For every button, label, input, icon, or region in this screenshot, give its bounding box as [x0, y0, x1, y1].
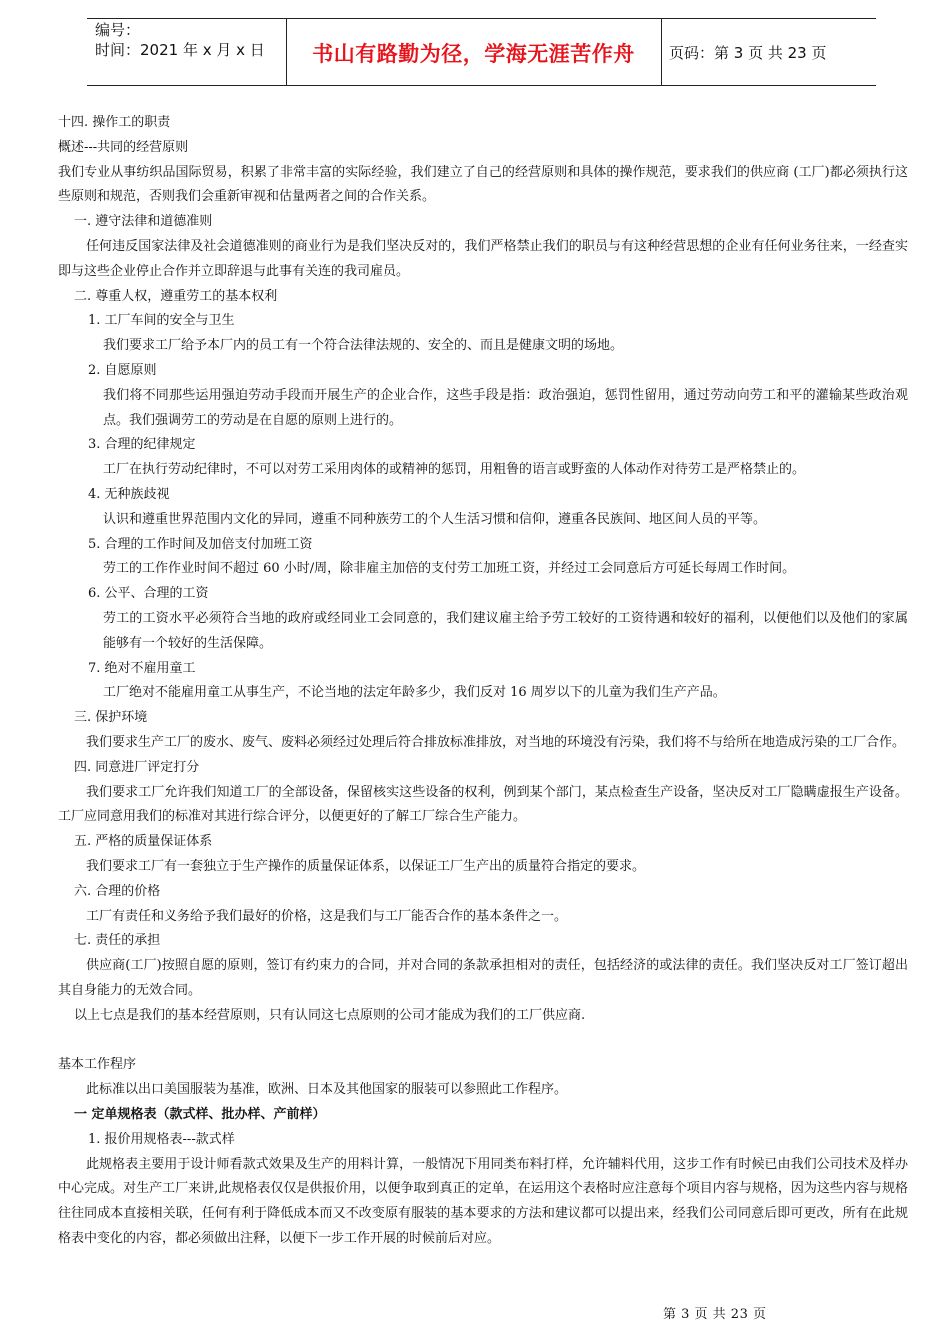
paragraph: 7. 绝对不雇用童工	[88, 660, 196, 676]
header-divider-right	[661, 18, 662, 86]
page-header	[87, 18, 876, 86]
document-body	[58, 111, 908, 1252]
paragraph: 我们要求工厂给予本厂内的员工有一个符合法律法规的、安全的、而且是健康文明的场地。	[103, 338, 624, 354]
paragraph: 2. 自愿原则	[88, 362, 157, 378]
paragraph: 我们要求生产工厂的废水、废气、废料必须经过处理后符合排放标准排放，对当地的环境没有污染，我们将不与给所在地造成污染的工厂合作。	[86, 734, 906, 750]
header-meta	[95, 20, 265, 60]
paragraph: 我们要求工厂有一套独立于生产操作的质量保证体系，以保证工厂生产出的质量符合指定的要求。	[86, 858, 646, 874]
paragraph: 一 定单规格表（款式样、批办样、产前样）	[74, 1107, 326, 1123]
paragraph: 劳工的工作作业时间不超过 60 小时/周，除非雇主加倍的支付劳工加班工资，并经过工会同意后方可延长每周工作时间。	[103, 561, 796, 577]
paragraph: 1. 工厂车间的安全与卫生	[88, 313, 235, 329]
paragraph: 4. 无种族歧视	[88, 486, 170, 502]
paragraph: 概述---共同的经营原则	[58, 139, 189, 155]
paragraph: 1. 报价用规格表---款式样	[88, 1131, 235, 1147]
paragraph: 一. 遵守法律和道德准则	[74, 214, 213, 230]
paragraph-gap	[58, 1028, 908, 1053]
paragraph: 我们要求工厂允许我们知道工厂的全部设备，保留核实这些设备的权利，例到某个部门，某点检查生产设备，坚决反对工厂隐瞒虚报生产设备。工厂应同意用我们的标准对其进行综合评分，以便更好的了解工厂综合生产能力。	[58, 784, 908, 825]
paragraph: 六. 合理的价格	[74, 883, 161, 899]
page-footer: 第 3 页 共 23 页	[663, 1307, 767, 1322]
header-motto: 书山有路勤为径，学海无涯苦作舟	[312, 42, 635, 66]
paragraph: 认识和遵重世界范围内文化的异同，遵重不同种族劳工的个人生活习惯和信仰，遵重各民族间、地区间人员的平等。	[103, 511, 767, 527]
paragraph: 四. 同意进厂评定打分	[74, 759, 200, 775]
paragraph: 工厂绝对不能雇用童工从事生产，不论当地的法定年龄多少，我们反对 16 周岁以下的儿童为我们生产产品。	[103, 685, 726, 701]
paragraph: 我们将不同那些运用强迫劳动手段而开展生产的企业合作，这些手段是指：政治强迫，惩罚性留用，通过劳动向劳工和平的灌输某些政治观点。我们强调劳工的劳动是在自愿的原则上进行的。	[103, 387, 908, 428]
paragraph: 此规格表主要用于设计师看款式效果及生产的用料计算，一般情况下用同类布料打样，允许辅料代用，这步工作有时候已由我们公司技术及样办中心完成。对生产工厂来讲,此规格表仅仅是供报价用，以便争取到真正的定单，在运用这个表格时应注意每个项目内容与规格，因为这些内容与规格往往同成本直接相关联，任何有利于降低成本而又不改变原有服装的基本要求的方法和建议都可以提出来，经我们公司同意后即可更改，所有在此规格表中变化的内容，都必须做出注释，以便下一步工作开展的时候前后对应。	[58, 1156, 908, 1247]
header-time-label: 时间：2021 年 x 月 x 日	[95, 41, 265, 59]
paragraph: 我们专业从事纺织品国际贸易，积累了非常丰富的实际经验，我们建立了自己的经营原则和具体的操作规范，要求我们的供应商 (工厂)都必须执行这些原则和规范，否则我们会重新审视和估量两者之间的合作关系。	[58, 164, 908, 205]
paragraph: 基本工作程序	[58, 1057, 137, 1073]
paragraph: 三. 保护环境	[74, 710, 148, 726]
paragraph: 3. 合理的纪律规定	[88, 437, 196, 453]
paragraph: 任何违反国家法律及社会道德准则的商业行为是我们坚决反对的，我们严格禁止我们的职员与有这种经营思想的企业有任何业务往来，一经查实即与这些企业停止合作并立即辞退与此事有关连的我司雇员。	[58, 238, 908, 279]
paragraph: 五. 严格的质量保证体系	[74, 834, 213, 850]
paragraph: 工厂在执行劳动纪律时，不可以对劳工采用肉体的或精神的惩罚，用粗鲁的语言或野蛮的人体动作对待劳工是严格禁止的。	[103, 462, 806, 478]
paragraph: 以上七点是我们的基本经营原则，只有认同这七点原则的公司才能成为我们的工厂供应商.	[74, 1007, 586, 1023]
paragraph: 七. 责任的承担	[74, 933, 161, 949]
paragraph: 此标准以出口美国服装为基准，欧洲、日本及其他国家的服装可以参照此工作程序。	[86, 1082, 568, 1098]
paragraph: 5. 合理的工作时间及加倍支付加班工资	[88, 536, 313, 552]
paragraph: 供应商(工厂)按照自愿的原则，签订有约束力的合同，并对合同的条款承担相对的责任，包括经济的或法律的责任。我们坚决反对工厂签订超出其自身能力的无效合同。	[58, 958, 908, 998]
header-page-info: 页码：第 3 页 共 23 页	[669, 44, 827, 62]
paragraph: 十四. 操作工的职责	[58, 115, 171, 130]
header-top-rule	[87, 18, 876, 19]
paragraph: 6. 公平、合理的工资	[88, 586, 209, 602]
paragraph: 工厂有责任和义务给予我们最好的价格，这是我们与工厂能否合作的基本条件之一。	[86, 908, 568, 924]
paragraph: 二. 尊重人权，遵重劳工的基本权利	[74, 288, 278, 304]
header-bottom-rule	[87, 85, 876, 86]
paragraph: 劳工的工资水平必须符合当地的政府或经同业工会同意的，我们建议雇主给予劳工较好的工资待遇和较好的福利，以便他们以及他们的家属能够有一个较好的生活保障。	[103, 610, 908, 651]
header-code-label: 编号：	[95, 21, 141, 39]
